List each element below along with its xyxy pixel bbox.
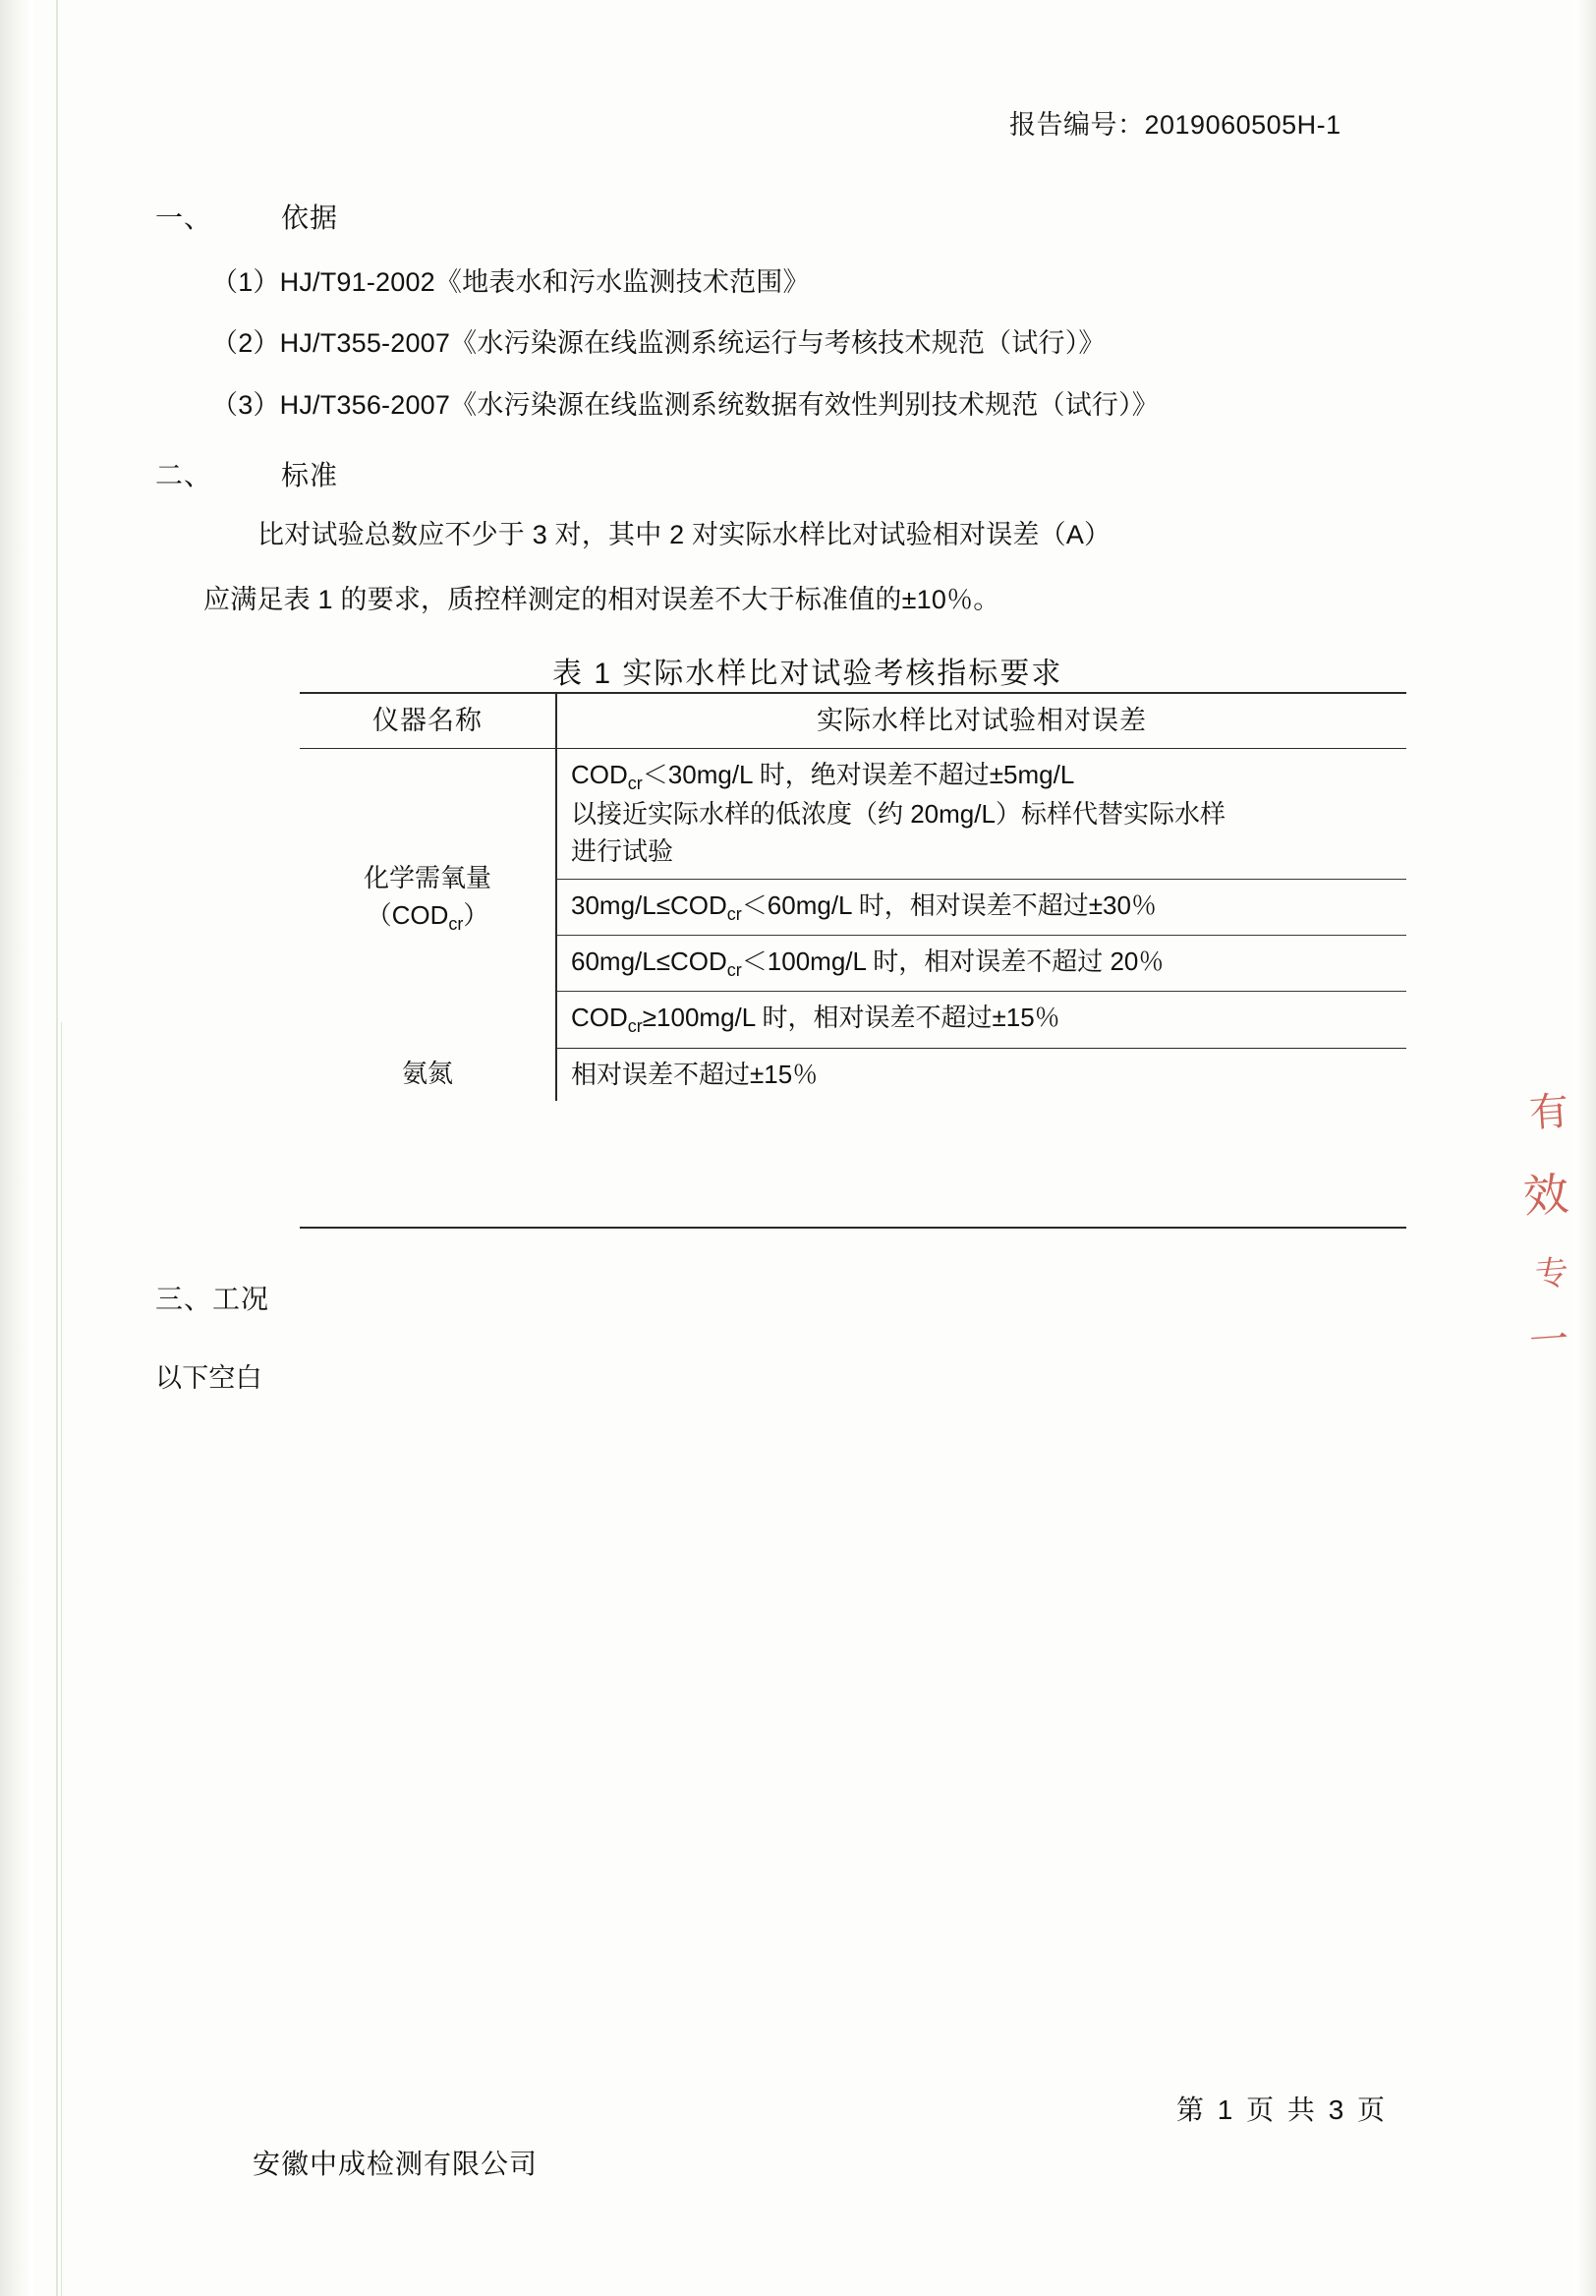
subscript-cr: cr xyxy=(726,903,742,924)
section-three-title: 三、工况 xyxy=(155,1284,270,1314)
table-header-criteria: 实际水样比对试验相对误差 xyxy=(556,694,1406,749)
subscript-cr: cr xyxy=(726,960,742,981)
subscript-cr: cr xyxy=(448,914,464,935)
table-header-row xyxy=(300,694,1406,749)
scan-edge-right xyxy=(1574,0,1596,2296)
reference-item-1: （1）HJ/T91-2002《地表水和污水监测技术范围》 xyxy=(211,267,810,297)
table-cell-criteria-2: $30mg/L\le COD_{cr}<60mg/L$ 时，相对误差不超过±30％ xyxy=(556,879,1406,935)
page-number: 第 1 页 共 3 页 xyxy=(1176,2095,1389,2125)
report-number: 报告编号：2019060505H-1 xyxy=(1009,110,1341,140)
scan-edge-left xyxy=(0,0,33,2296)
section-two-title: 标准 xyxy=(281,460,339,490)
table-caption: 表 1 实际水样比对试验考核指标要求 xyxy=(552,658,1063,690)
criteria-table xyxy=(300,694,1406,1101)
section-one-title: 依据 xyxy=(281,202,339,233)
stamp-mark-icon: 有 xyxy=(1527,1088,1570,1137)
standard-paragraph-line-1: 比对试验总数应不少于 3 对，其中 2 对实际水样比对试验相对误差（A） xyxy=(257,520,1112,549)
stamp-mark-icon: 效 xyxy=(1521,1167,1571,1224)
standard-paragraph-line-2: 应满足表 1 的要求，质控样测定的相对误差不大于标准值的±10％。 xyxy=(203,585,1000,614)
section-two-number: 二、 xyxy=(155,460,213,490)
page-sheet xyxy=(61,0,1574,2296)
subscript-cr: cr xyxy=(627,1016,643,1037)
stamp-mark-icon: 一 xyxy=(1527,1316,1570,1365)
section-one-number: 一、 xyxy=(155,202,213,233)
table-cell-instrument-ammonia: 氨氮 xyxy=(300,1048,556,1101)
table-cell-criteria-4: $COD_{cr}\ge 100mg/L$ 时，相对误差不超过±15％ xyxy=(556,992,1406,1048)
table-cell-criteria-1: $COD_{cr}<30mg/L$ 时，绝对误差不超过±5mg/L 以接近实际水样的低浓度（约 20mg/L）标样代替实际水样 进行试验 xyxy=(556,749,1406,880)
table-header-instrument: 仪器名称 xyxy=(300,694,556,749)
scan-fold-line xyxy=(56,0,58,2296)
table-row xyxy=(300,749,1406,880)
subscript-cr: cr xyxy=(627,774,643,794)
table-cell-instrument-cod: 化学需氧量$(COD_{cr})$ xyxy=(300,749,556,1049)
stamp-mark-icon: 专 xyxy=(1533,1252,1570,1295)
reference-item-3: （3）HJ/T356-2007《水污染源在线监测系统数据有效性判别技术规范（试行）》 xyxy=(211,390,1160,420)
table-row xyxy=(300,1048,1406,1101)
company-name: 安徽中成检测有限公司 xyxy=(253,2149,539,2179)
table-cell-criteria-3: $60mg/L\le COD_{cr}<100mg/L$ 时，相对误差不超过 20％ xyxy=(556,936,1406,992)
table-bottom-rule xyxy=(300,1227,1406,1229)
reference-item-2: （2）HJ/T355-2007《水污染源在线监测系统运行与考核技术规范（试行）》 xyxy=(211,328,1106,358)
table-cell-criteria-ammonia: 相对误差不超过±15％ xyxy=(571,1059,819,1089)
blank-note: 以下空白 xyxy=(155,1363,262,1393)
